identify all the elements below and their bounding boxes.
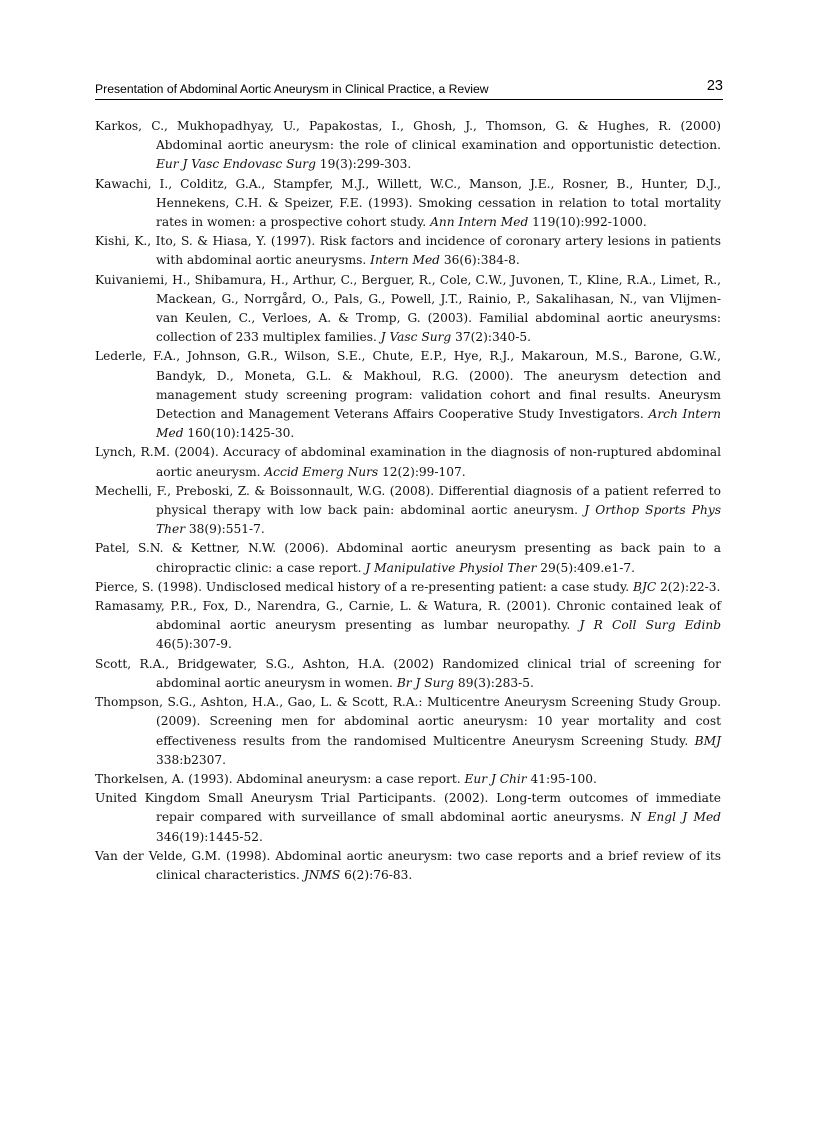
reference-citation: 37(2):340-5. [451,330,531,345]
journal-name: Eur J Chir [464,771,527,786]
reference-entry [95,578,721,597]
journal-name: Arch Intern Med [156,407,721,441]
reference-entry [95,347,721,443]
reference-citation: 338:b2307. [156,752,227,767]
reference-text: Kuivaniemi, H., Shibamura, H., Arthur, C., Berguer, R., Cole, C.W., Juvonen, T., Kline, R.A., Limet, R., Mackean, G., Norrgård, O., Pals, G., Powell, J.T., Rainio, P., Sakalihasan, N., van Vlijmen-van Keulen, C., Verloes, A. & Tromp, G. (2003). Familial abdominal aortic aneurysms: collection of 233 multiplex families. [95,272,721,345]
reference-entry [95,789,721,847]
reference-text: Lederle, F.A., Johnson, G.R., Wilson, S.E., Chute, E.P., Hye, R.J., Makaroun, M.S., Barone, G.W., Bandyk, D., Moneta, G.L. & Makhoul, R.G. (2000). The aneurysm detection and management study screening program: validation cohort and final results. Aneurysm Detection and Management Veterans Affairs Cooperative Study Investigators. [95,349,721,422]
journal-name: BMJ [694,733,721,748]
reference-citation: 36(6):384-8. [439,253,520,268]
reference-citation: 160(10):1425-30. [183,426,295,441]
reference-entry [95,847,721,885]
reference-entry [95,117,721,175]
reference-text: Thompson, S.G., Ashton, H.A., Gao, L. & Scott, R.A.: Multicentre Aneurysm Screening Study Group. (2009). Screening men for abdominal aortic aneurysm: 10 year mortality and cost effectiveness results from the randomised Multicentre Aneurysm Screening Study. [95,695,721,748]
journal-name: J Manipulative Physiol Ther [365,560,537,575]
journal-name: J Vasc Surg [380,330,452,345]
reference-text: Lynch, R.M. (2004). Accuracy of abdominal examination in the diagnosis of non-ruptured abdominal aortic aneurysm. [95,445,721,479]
reference-entry [95,539,721,577]
journal-name: Accid Emerg Nurs [264,464,379,479]
reference-text: Patel, S.N. & Kettner, N.W. (2006). Abdominal aortic aneurysm presenting as back pain to a chiropractic clinic: a case report. [95,541,721,575]
reference-text: Ramasamy, P.R., Fox, D., Narendra, G., Carnie, L. & Watura, R. (2001). Chronic contained leak of abdominal aortic aneurysm presenting as lumbar neuropathy. [95,599,721,633]
reference-text: Karkos, C., Mukhopadhyay, U., Papakostas, I., Ghosh, J., Thomson, G. & Hughes, R. (2000) Abdominal aortic aneurysm: the role of clinical examination and opportunistic detection. [95,119,721,153]
reference-entry [95,482,721,540]
reference-text: Pierce, S. (1998). Undisclosed medical history of a re-presenting patient: a case study. [95,579,633,594]
running-header [95,78,723,100]
reference-citation: 19(3):299-303. [315,157,412,172]
reference-entry [95,175,721,233]
reference-citation: 41:95-100. [526,771,597,786]
reference-entry [95,693,721,770]
reference-entry [95,232,721,270]
reference-text: Mechelli, F., Preboski, Z. & Boissonnault, W.G. (2008). Differential diagnosis of a patient referred to physical therapy with low back pain: abdominal aortic aneurysm. [95,483,721,518]
reference-citation: 12(2):99-107. [378,464,466,479]
page-number: 23 [706,78,723,94]
journal-name: J Orthop Sports Phys Ther [156,503,721,537]
reference-citation: 29(5):409.e1-7. [536,560,636,575]
reference-citation: 2(2):22-3. [656,579,721,594]
reference-text: Kishi, K., Ito, S. & Hiasa, Y. (1997). Risk factors and incidence of coronary artery lesions in patients with abdominal aortic aneurysms. [95,234,721,268]
reference-entry [95,597,721,655]
journal-name: J R Coll Surg Edinb [579,618,721,633]
journal-name: Ann Intern Med [430,215,529,230]
reference-citation: 6(2):76-83. [340,867,413,882]
reference-list [95,117,721,885]
reference-citation: 346(19):1445-52. [156,829,263,844]
reference-text: Scott, R.A., Bridgewater, S.G., Ashton, H.A. (2002) Randomized clinical trial of screening for abdominal aortic aneurysm in women. [95,656,721,690]
reference-citation: 119(10):992-1000. [528,215,647,230]
reference-entry [95,655,721,693]
journal-name: JNMS [303,867,341,882]
reference-citation: 38(9):551-7. [185,522,265,537]
journal-name: Br J Surg [396,675,455,690]
journal-name: Intern Med [370,253,440,268]
journal-name: N Engl J Med [630,810,721,825]
journal-name: Eur J Vasc Endovasc Surg [156,157,316,172]
reference-text: United Kingdom Small Aneurysm Trial Participants. (2002). Long-term outcomes of immediate repair compared with surveillance of small abdominal aortic aneurysms. [95,791,721,825]
reference-entry [95,271,721,348]
journal-name: BJC [632,579,657,594]
reference-entry [95,443,721,481]
running-header-title: Presentation of Abdominal Aortic Aneurysm in Clinical Practice, a Review [95,82,489,96]
reference-citation: 89(3):283-5. [454,675,534,690]
reference-entry [95,770,721,789]
reference-text: Kawachi, I., Colditz, G.A., Stampfer, M.J., Willett, W.C., Manson, J.E., Rosner, B., Hunter, D.J., Hennekens, C.H. & Speizer, F.E. (1993). Smoking cessation in relation to total mortality rates in women: a prospective cohort study. [95,176,721,230]
reference-text: Van der Velde, G.M. (1998). Abdominal aortic aneurysm: two case reports and a brief review of its clinical characteristics. [95,848,721,882]
reference-text: Thorkelsen, A. (1993). Abdominal aneurysm: a case report. [95,771,465,786]
reference-citation: 46(5):307-9. [156,637,232,652]
